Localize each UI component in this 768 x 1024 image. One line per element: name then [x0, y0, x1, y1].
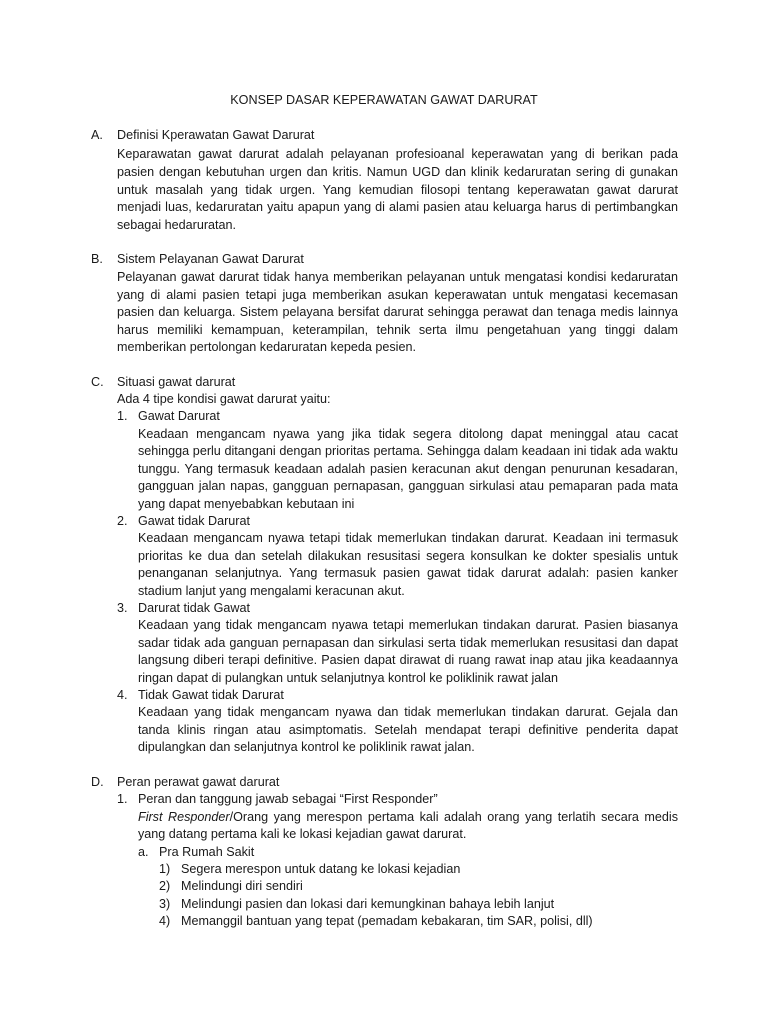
item-heading: Tidak Gawat tidak Darurat — [138, 688, 284, 702]
item-line: stadium lanjut yang mengalami keracunan akut. — [138, 584, 405, 598]
item-number: 1. — [117, 409, 128, 423]
section-b-label: B. — [91, 252, 103, 266]
point-number: 4) — [159, 914, 171, 928]
item-line: langsung diberi terapi definitive. Pasien dapat dirawat di ruang rawat inap atau jika keadaannya — [138, 653, 678, 667]
subitem-heading: Pra Rumah Sakit — [159, 845, 255, 859]
item-line: penanganan selanjutnya. Yang termasuk pasien gawat tidak darurat adalah: pasien kanker — [138, 566, 678, 580]
body-line: Pelayanan gawat darurat tidak hanya memberikan pelayanan untuk mengatasi kondisi kedaruratan — [117, 270, 678, 284]
body-line: Keparawatan gawat darurat adalah pelayanan profesioanal keperawatan yang di berikan pada — [117, 147, 678, 161]
point-text: Memanggil bantuan yang tepat (pemadam kebakaran, tim SAR, polisi, dll) — [181, 914, 593, 928]
point-number: 2) — [159, 879, 171, 893]
body-line: pasien dengan kebutuhan urgen dan kritis. Namun UGD dan klinik kedaruratan sering di gunakan — [117, 165, 678, 179]
item-line: Keadaan yang tidak mengancam nyawa dan tidak memerlukan tindakan darurat. Gejala dan — [138, 705, 678, 719]
point-text: Melindungi pasien dan lokasi dari kemungkinan bahaya lebih lanjut — [181, 897, 555, 911]
first-responder-term: First Responder — [138, 810, 230, 824]
item-line: ringan dapat di pulangkan untuk selanjutnya kontrol ke poliklinik rawat jalan — [138, 671, 559, 685]
item-line: tanda klinis ringan atau asimptomatis. Setelah mendapat terapi definitive penderita dapat — [138, 723, 678, 737]
item-heading: Gawat tidak Darurat — [138, 514, 250, 528]
body-line: pasien dan keluarga. Sistem pelayana bersifat darurat sehingga perawat dan tenaga medis lainnya — [117, 305, 678, 319]
item-line: sehingga perlu ditangani dengan prioritas pertama. Sehingga dalam keadaan ini tidak ada waktu — [138, 444, 678, 458]
item-heading: Gawat Darurat — [138, 409, 220, 423]
point-text: Segera merespon untuk datang ke lokasi kejadian — [181, 862, 461, 876]
item-heading: Peran dan tanggung jawab sebagai “First Responder” — [138, 792, 438, 806]
section-c-heading: Situasi gawat darurat — [117, 375, 236, 389]
body-line: sebagai hedaruratan. — [117, 218, 237, 232]
section-a-heading: Definisi Kperawatan Gawat Darurat — [117, 128, 315, 142]
item-heading: Darurat tidak Gawat — [138, 601, 250, 615]
item-number: 1. — [117, 792, 128, 806]
body-line: harus memiliki kemampuan, keterampilan, tehnik serta ilmu pengetahuan yang tinggi dalam — [117, 323, 678, 337]
item-number: 3. — [117, 601, 128, 615]
item-number: 2. — [117, 514, 128, 528]
item-line: Keadaan yang tidak mengancam nyawa tetapi memerlukan tindakan darurat. Pasien biasanya — [138, 618, 678, 632]
subitem-label: a. — [138, 845, 149, 859]
item-line: Keadaan mengancam nyawa yang jika tidak segera ditolong dapat meninggal atau cacat — [138, 427, 678, 441]
section-b-heading: Sistem Pelayanan Gawat Darurat — [117, 252, 304, 266]
section-c-intro: Ada 4 tipe kondisi gawat darurat yaitu: — [117, 392, 331, 406]
first-responder-definition: /Orang yang merespon pertama kali adalah orang yang terlatih secara medis — [229, 810, 678, 824]
body-line: untuk masalah yang tidak urgen. Yang kemudian filosopi tentang keperawatan gawat darurat — [117, 183, 678, 197]
point-number: 3) — [159, 897, 171, 911]
body-line: menjadi luas, kedaruratan yaitu apapun yang di alami pasien atau keluarga harus di pertimbangkan — [117, 200, 678, 214]
item-line: tunggu. Yang termasuk keadaan adalah pasien keracunan akut dengan penurunan kesadaran, — [138, 462, 678, 476]
item-line: dipulangkan dan selanjutnya kontrol ke poliklinik rawat jalan. — [138, 740, 475, 754]
section-d-heading: Peran perawat gawat darurat — [117, 775, 280, 789]
body-line: memberikan pertolongan kedaruratan kepeda pesien. — [117, 340, 416, 354]
section-a-label: A. — [91, 128, 103, 142]
page-title: KONSEP DASAR KEPERAWATAN GAWAT DARURAT — [230, 93, 538, 107]
section-c-label: C. — [91, 375, 104, 389]
section-d-label: D. — [91, 775, 104, 789]
item-line: yang dapat menyebabkan kebutaan ini — [138, 497, 355, 511]
first-responder-line — [138, 809, 678, 827]
point-text: Melindungi diri sendiri — [181, 879, 303, 893]
point-number: 1) — [159, 862, 171, 876]
item-line: sadar tidak ada ganguan pernapasan dan sirkulasi serta tidak memerlukan resusitasi dan dapat — [138, 636, 678, 650]
item-line: gangguan jalan napas, gangguan pernapasan, gangguan sirkulasi atau pemaparan pada mata — [138, 479, 678, 493]
first-responder-line-2: yang datang pertama kali ke lokasi kejadian gawat darurat. — [138, 827, 467, 841]
item-line: Keadaan mengancam nyawa tetapi tidak memerlukan tindakan darurat. Keadaan ini termasuk — [138, 531, 678, 545]
item-line: prioritas ke dua dan setelah dilakukan resusitasi segera konsulkan ke dokter spesialis untuk — [138, 549, 678, 563]
item-number: 4. — [117, 688, 128, 702]
body-line: yang di alami pasien tetapi juga memberikan asukan keperawatan untuk mengatasi kecemasan — [117, 288, 678, 302]
